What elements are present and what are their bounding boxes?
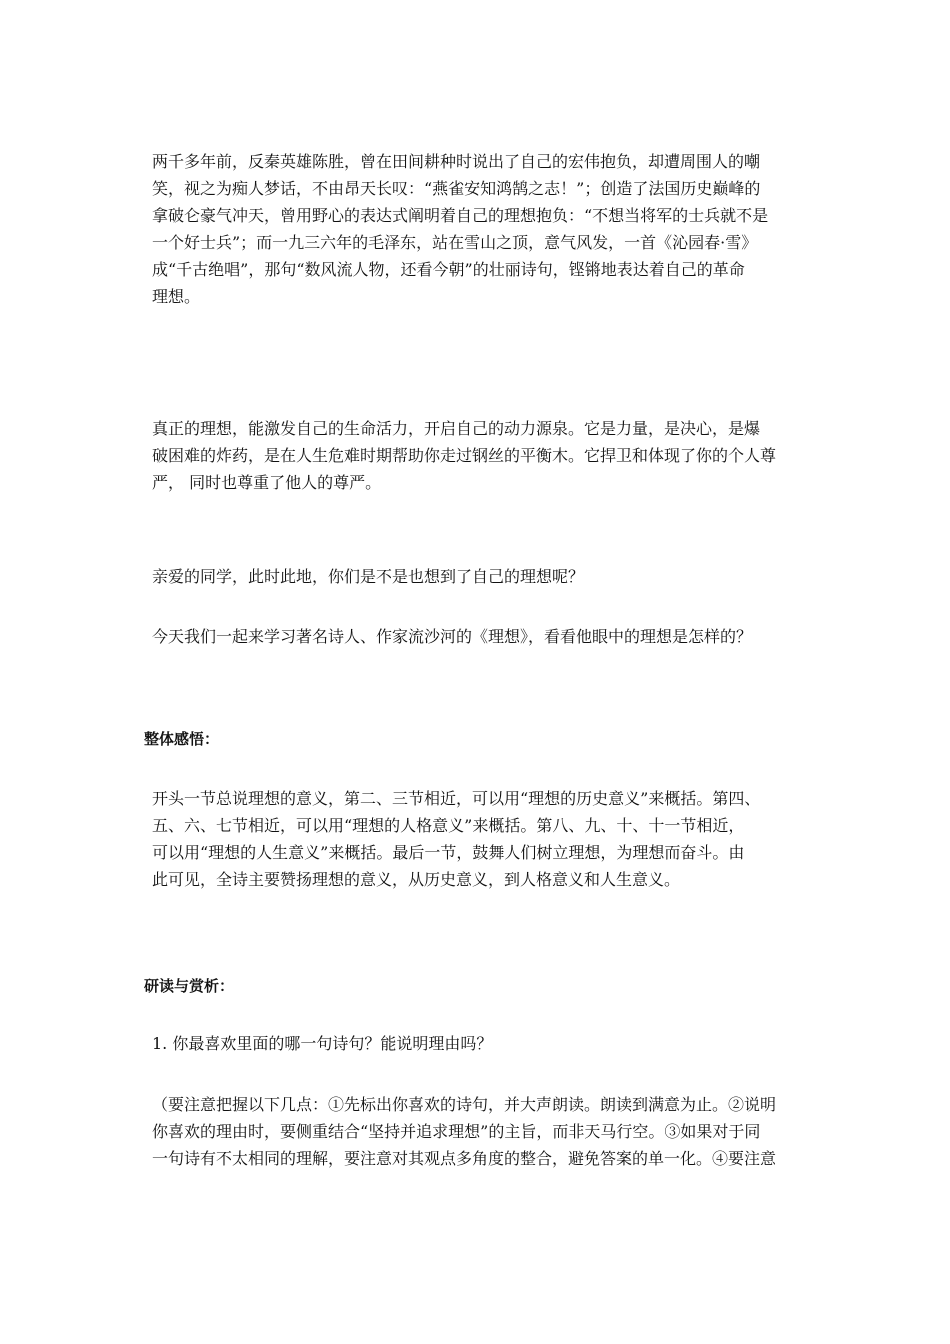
intro-paragraph-3	[152, 563, 812, 590]
text-line: 成“千古绝唱”，那句“数风流人物，还看今朝”的壮丽诗句，铿锵地表达着自己的革命	[152, 260, 745, 279]
text-line: 开头一节总说理想的意义，第二、三节相近，可以用“理想的历史意义”来概括。第四、	[152, 789, 761, 808]
overall-paragraph	[152, 785, 827, 893]
question-1	[152, 1030, 812, 1057]
answer-guidance-paragraph	[152, 1091, 812, 1172]
text-line: 两千多年前，反秦英雄陈胜，曾在田间耕种时说出了自己的宏伟抱负，却遭周围人的嘲	[152, 152, 761, 171]
intro-paragraph-2	[152, 415, 812, 496]
intro-paragraph-1	[152, 148, 812, 310]
text-line: 五、六、七节相近，可以用“理想的人格意义”来概括。第八、九、十、十一节相近，	[152, 816, 745, 835]
text-line: 一句诗有不太相同的理解，要注意对其观点多角度的整合，避免答案的单一化。④要注意	[152, 1149, 777, 1168]
text-line: 破困难的炸药，是在人生危难时期帮助你走过钢丝的平衡木。它捍卫和体现了你的个人尊	[152, 446, 777, 465]
section-heading-study: 研读与赏析：	[144, 977, 235, 995]
text-line: 一个好士兵”；而一九三六年的毛泽东，站在雪山之顶，意气风发，一首《沁园春·雪》	[152, 233, 758, 252]
text-line: 理想。	[152, 287, 201, 306]
section-heading-overall: 整体感悟：	[144, 730, 220, 748]
text-line: 严， 同时也尊重了他人的尊严。	[152, 473, 382, 492]
text-line: 1. 你最喜欢里面的哪一句诗句？能说明理由吗？	[152, 1034, 493, 1053]
text-line: 今天我们一起来学习著名诗人、作家流沙河的《理想》，看看他眼中的理想是怎样的？	[152, 627, 753, 646]
text-line: 你喜欢的理由时，要侧重结合“坚持并追求理想”的主旨，而非天马行空。③如果对于同	[152, 1122, 761, 1141]
text-line: 可以用“理想的人生意义”来概括。最后一节，鼓舞人们树立理想，为理想而奋斗。由	[152, 843, 745, 862]
text-line: 拿破仑豪气冲天，曾用野心的表达式阐明着自己的理想抱负：“不想当将军的士兵就不是	[152, 206, 769, 225]
text-line: 笑，视之为痴人梦话，不由昂天长叹：“燕雀安知鸿鹄之志！”；创造了法国历史巅峰的	[152, 179, 761, 198]
text-line: 此可见，全诗主要赞扬理想的意义，从历史意义，到人格意义和人生意义。	[152, 870, 681, 889]
text-line: （要注意把握以下几点：①先标出你喜欢的诗句，并大声朗读。朗读到满意为止。②说明	[152, 1095, 777, 1114]
intro-paragraph-4	[152, 623, 832, 650]
text-line: 真正的理想，能激发自己的生命活力，开启自己的动力源泉。它是力量，是决心，是爆	[152, 419, 761, 438]
text-line: 亲爱的同学，此时此地，你们是不是也想到了自己的理想呢？	[152, 567, 585, 586]
